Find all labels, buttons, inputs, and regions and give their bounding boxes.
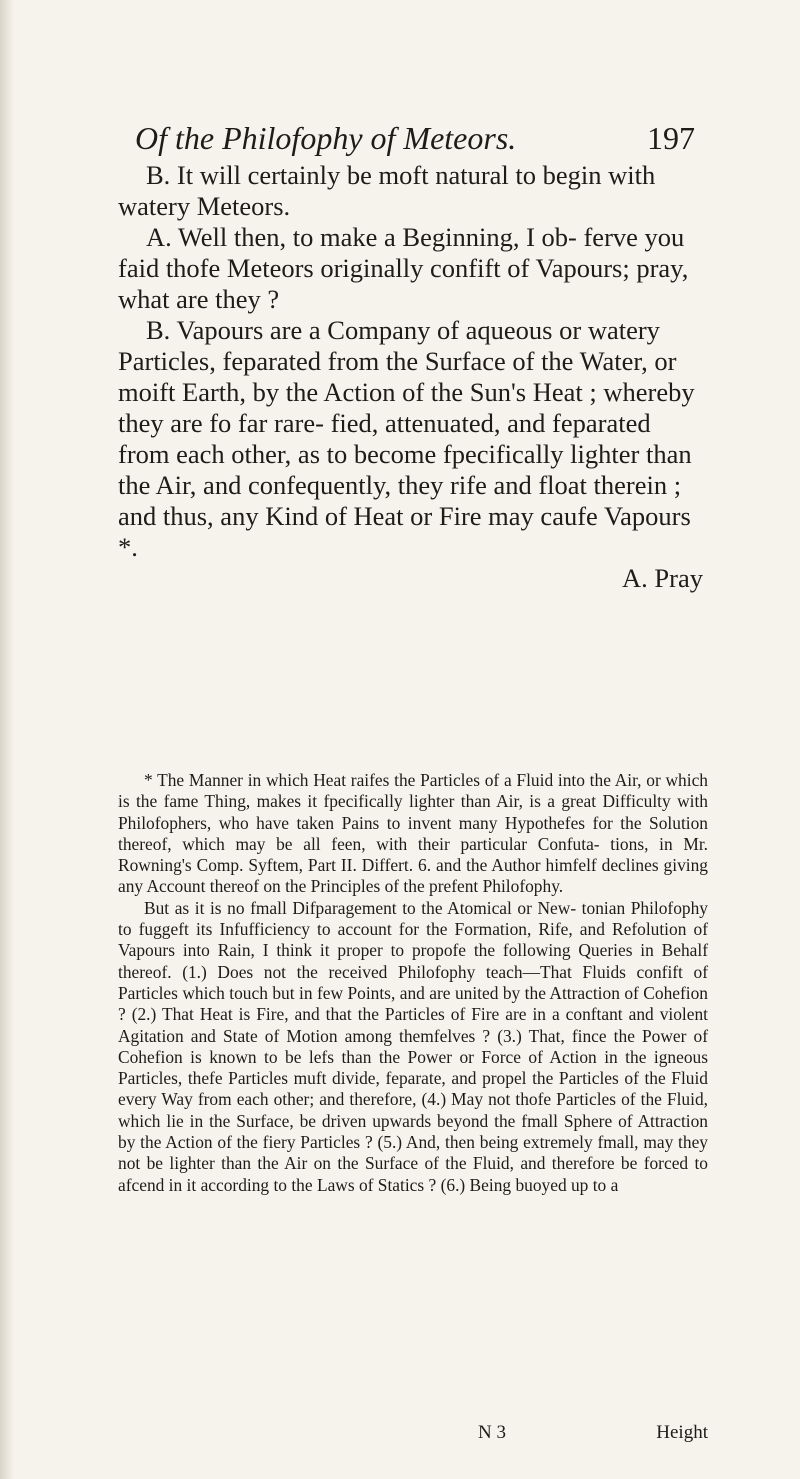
page-header [135, 120, 695, 160]
catch-line: A. Pray [622, 563, 703, 593]
paragraph-a-observe: A. Well then, to make a Beginning, I ob- ferve you faid thofe Meteors originally confift of Vapours; pray, what are they ? [118, 222, 689, 314]
footnote-paragraph-1: * The Manner in which Heat raifes the Particles of a Fluid into the Air, or which is the fame Thing, makes it fpecifically lighter than Air, is a great Difficulty with Philofophers, who have taken Pains to invent many Hypothefes for the Solution thereof, which may be all feen, with their particular Confuta- tions, in Mr. Rowning's Comp. Syftem, Part II. Differt. 6. and the Author himfelf declines giving any Account thereof on the Principles of the prefent Philofophy. [118, 770, 708, 897]
catchword: Height [656, 1422, 708, 1443]
paragraph-b-begin: B. It will certainly be moft natural to begin with watery Meteors. [118, 160, 656, 221]
footnote-paragraph-2: But as it is no fmall Difparagement to the Atomical or New- tonian Philofophy to fuggeft its Infufficiency to account for the Formation, Rife, and Refolution of Vapours into Rain, I think it proper to propofe the following Queries in Behalf thereof. (1.) Does not the received Philofophy teach—That Fluids confift of Particles which touch but in few Points, and are united by the Attraction of Cohefion ? (2.) That Heat is Fire, and that the Particles of Fire are in a conftant and violent Agitation and State of Motion among themfelves ? (3.) That, fince the Power of Cohefion is known to be lefs than the Power or Force of Action in the igneous Particles, thefe Particles muft divide, feparate, and propel the Particles of the Fluid every Way from each other; and therefore, (4.) May not thofe Particles of the Fluid, which lie in the Surface, be driven upwards beyond the fmall Sphere of Attraction by the Action of the fiery Particles ? (5.) And, then being extremely fmall, may they not be lighter than the Air on the Surface of the Fluid, and therefore be forced to afcend in it according to the Laws of Statics ? (6.) Being buoyed up to a [118, 897, 708, 1195]
footnote [118, 770, 708, 1196]
running-title: Of the Philofophy of Meteors. [135, 120, 517, 156]
page-number: 197 [647, 120, 695, 156]
main-text [118, 160, 703, 594]
page-footer [118, 1422, 708, 1450]
page-edge [0, 0, 14, 1479]
signature-mark: N 3 [478, 1422, 506, 1443]
paragraph-b-vapours: B. Vapours are a Company of aqueous or watery Particles, feparated from the Surface of the Water, or moift Earth, by the Action of the Sun's Heat ; whereby they are fo far rare- fied, attenuated, and feparated from each other, as to become fpecifically lighter than the Air, and confequently, they rife and float therein ; and thus, any Kind of Heat or Fire may caufe Vapours *. [118, 315, 695, 562]
